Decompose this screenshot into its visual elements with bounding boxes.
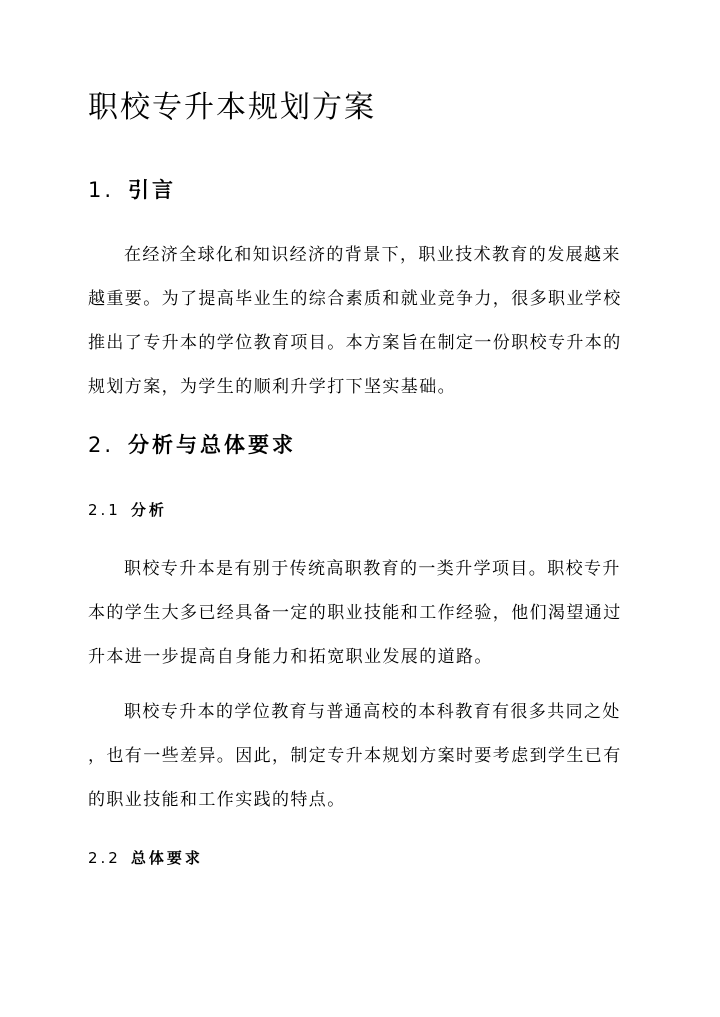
subsection-number: 2.1 [88, 501, 121, 519]
section-number: 1. [88, 178, 115, 202]
subsection-heading-2-2 [88, 846, 203, 870]
paragraph-analysis-2 [88, 690, 634, 822]
subsection-number: 2.2 [88, 849, 121, 867]
subsection-title: 分析 [130, 501, 167, 519]
section-number: 2. [88, 433, 115, 457]
paragraph-line: 推出了专升本的学位教育项目。本方案旨在制定一份职校专升本的 [88, 333, 622, 353]
paragraph-line: 职校专升本是有别于传统高职教育的一类升学项目。职校专升 [124, 559, 621, 579]
subsection-heading-2-1 [88, 498, 167, 522]
paragraph-line: ，也有一些差异。因此，制定专升本规划方案时要考虑到学生已有 [88, 746, 622, 766]
section-heading-2 [88, 430, 296, 460]
paragraph-analysis-1 [88, 547, 634, 679]
subsection-title: 总体要求 [130, 849, 203, 867]
paragraph-line: 职校专升本的学位教育与普通高校的本科教育有很多共同之处 [124, 702, 621, 722]
paragraph-introduction [88, 233, 634, 409]
paragraph-line: 在经济全球化和知识经济的背景下，职业技术教育的发展越来 [124, 245, 621, 265]
section-title: 引言 [128, 178, 177, 202]
paragraph-line: 本的学生大多已经具备一定的职业技能和工作经验，他们渴望通过 [88, 603, 622, 623]
paragraph-line: 的职业技能和工作实践的特点。 [88, 790, 346, 810]
paragraph-line: 升本进一步提高自身能力和拓宽职业发展的道路。 [88, 647, 493, 667]
document-title: 职校专升本规划方案 [88, 90, 376, 125]
section-heading-1 [88, 175, 176, 205]
section-title: 分析与总体要求 [128, 433, 297, 457]
paragraph-line: 越重要。为了提高毕业生的综合素质和就业竞争力，很多职业学校 [88, 289, 622, 309]
paragraph-line: 规划方案，为学生的顺利升学打下坚实基础。 [88, 377, 456, 397]
